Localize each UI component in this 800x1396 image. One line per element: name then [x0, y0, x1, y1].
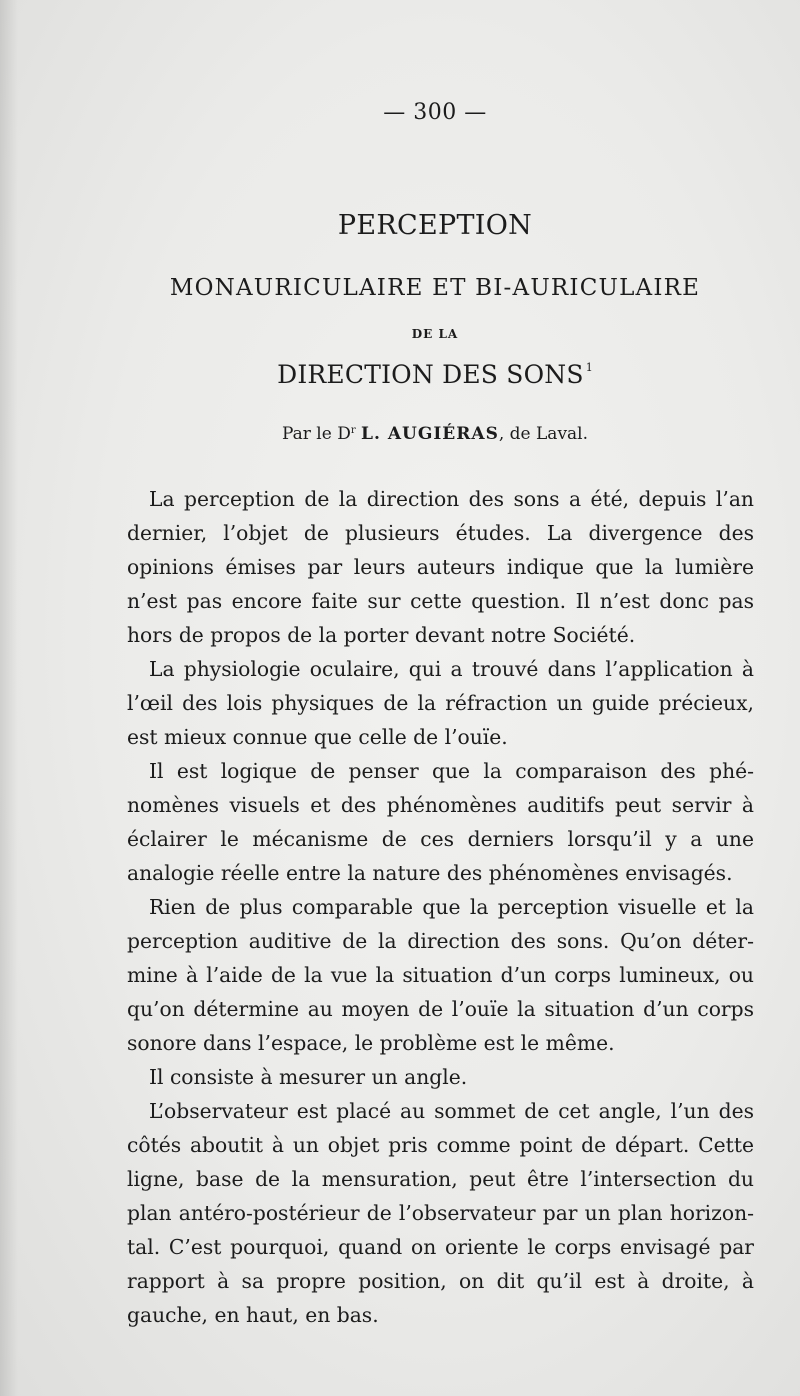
article-title-topic: [0, 360, 800, 389]
author-byline: [0, 424, 800, 444]
article-body: [127, 482, 754, 1332]
paragraph: Il consiste à mesurer un angle.: [149, 1065, 468, 1089]
paragraph: La perception de la direction des sons a été, depuis l’an dernier, l’objet de plusieurs études. La divergence des opinions émises par leurs auteurs indique que la lumière n’est pas encore faite sur cette question. Il n’est donc pas hors de propos de la porter devant notre Société.: [127, 487, 754, 647]
article-subtitle: MONAURICULAIRE ET BI-AURICULAIRE: [169, 275, 701, 301]
paragraph: Il est logique de penser que la comparaison des phénomènes visuels et des phénomènes auditifs peut servir à éclairer le mécanisme de ces derniers lorsqu’il y a une analogie réelle entre la nature des phénomènes envisagés.: [127, 759, 754, 885]
byline-suffix: , de Laval.: [498, 424, 589, 444]
byline-degree: r: [350, 425, 356, 436]
article-title: PERCEPTION: [337, 210, 533, 241]
paragraph: Rien de plus comparable que la perception visuelle et la perception auditive de la direction des sons. Qu’on détermine à l’aide de la vue la situation d’un corps lumineux, ou qu’on détermine au moyen de l’ouïe la situation d’un corps sonore dans l’espace, le problème est le même.: [127, 895, 754, 1055]
author-name: L. AUGIÉRAS: [361, 424, 499, 444]
title-connector: DE LA: [411, 327, 459, 341]
title-topic-text: DIRECTION DES SONS: [277, 360, 584, 389]
page-number: — 300 —: [383, 100, 487, 125]
footnote-marker: 1: [585, 361, 593, 374]
paragraph: L’observateur est placé au sommet de cet angle, l’un des côtés aboutit à un objet pris comme point de départ. Cette ligne, base de la mensuration, peut être l’intersection du plan antéro-postérieur de l’observateur par un plan horizontal. C’est pourquoi, quand on oriente le corps envisagé par rapport à sa propre position, on dit qu’il est à droite, à gauche, en haut, en bas.: [127, 1099, 754, 1327]
paragraph: La physiologie oculaire, qui a trouvé dans l’application à l’œil des lois physiques de la réfraction un guide précieux, est mieux connue que celle de l’ouïe.: [127, 657, 754, 749]
byline-prefix: Par le D: [281, 424, 351, 444]
